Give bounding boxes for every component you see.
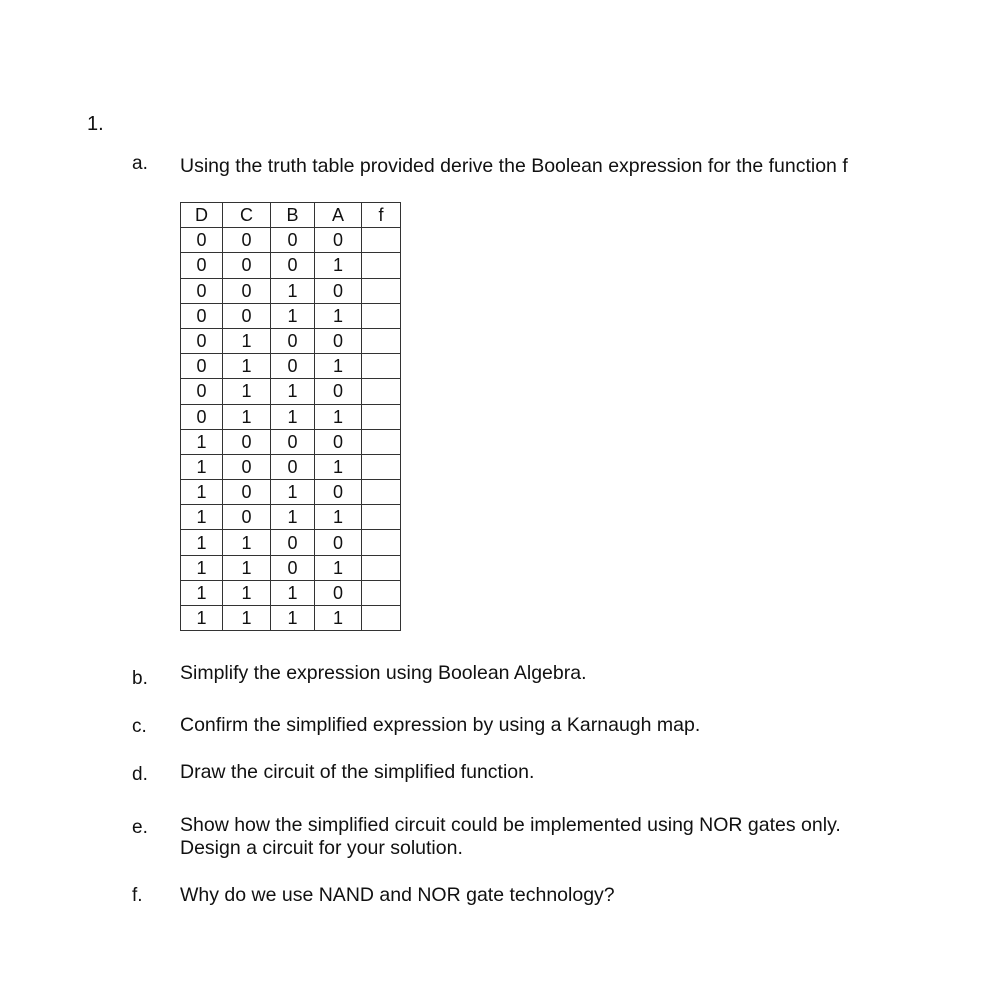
cell-b: 0 <box>271 253 315 278</box>
cell-a: 0 <box>315 480 362 505</box>
cell-f <box>362 379 401 404</box>
header-a: A <box>315 203 362 228</box>
cell-f <box>362 404 401 429</box>
cell-f <box>362 480 401 505</box>
part-e-text-line1: Show how the simplified circuit could be implemented using NOR gates only. <box>180 814 841 836</box>
truth-table-row <box>181 228 401 253</box>
cell-b: 1 <box>271 404 315 429</box>
cell-d: 0 <box>181 328 223 353</box>
cell-b: 1 <box>271 480 315 505</box>
cell-a: 1 <box>315 505 362 530</box>
cell-f <box>362 278 401 303</box>
cell-b: 0 <box>271 328 315 353</box>
cell-d: 1 <box>181 454 223 479</box>
truth-table-row <box>181 530 401 555</box>
cell-a: 0 <box>315 278 362 303</box>
truth-table-row <box>181 253 401 278</box>
cell-d: 1 <box>181 480 223 505</box>
cell-a: 1 <box>315 606 362 631</box>
truth-table-row <box>181 278 401 303</box>
cell-d: 0 <box>181 278 223 303</box>
cell-c: 0 <box>223 278 271 303</box>
truth-table-row <box>181 606 401 631</box>
cell-d: 1 <box>181 555 223 580</box>
cell-a: 1 <box>315 303 362 328</box>
cell-f <box>362 530 401 555</box>
cell-d: 1 <box>181 580 223 605</box>
cell-c: 1 <box>223 606 271 631</box>
cell-c: 0 <box>223 253 271 278</box>
cell-f <box>362 580 401 605</box>
cell-a: 1 <box>315 354 362 379</box>
cell-c: 1 <box>223 530 271 555</box>
truth-table-row <box>181 505 401 530</box>
cell-a: 1 <box>315 454 362 479</box>
part-c-label: c. <box>132 716 147 737</box>
header-b: B <box>271 203 315 228</box>
cell-a: 0 <box>315 228 362 253</box>
cell-a: 1 <box>315 253 362 278</box>
cell-c: 0 <box>223 228 271 253</box>
cell-d: 1 <box>181 530 223 555</box>
cell-d: 1 <box>181 606 223 631</box>
cell-d: 0 <box>181 228 223 253</box>
cell-c: 0 <box>223 454 271 479</box>
header-f: f <box>362 203 401 228</box>
header-c: C <box>223 203 271 228</box>
cell-c: 0 <box>223 505 271 530</box>
cell-f <box>362 228 401 253</box>
cell-b: 1 <box>271 580 315 605</box>
cell-b: 1 <box>271 606 315 631</box>
cell-d: 0 <box>181 379 223 404</box>
question-number: 1. <box>87 113 104 135</box>
part-e-label: e. <box>132 817 148 838</box>
cell-a: 1 <box>315 404 362 429</box>
part-e-text-line2: Design a circuit for your solution. <box>180 837 463 859</box>
part-b-text: Simplify the expression using Boolean Algebra. <box>180 662 587 684</box>
cell-f <box>362 303 401 328</box>
cell-c: 1 <box>223 404 271 429</box>
cell-f <box>362 606 401 631</box>
cell-d: 1 <box>181 505 223 530</box>
cell-f <box>362 354 401 379</box>
cell-a: 0 <box>315 429 362 454</box>
truth-table-row <box>181 580 401 605</box>
cell-c: 1 <box>223 328 271 353</box>
truth-table-row <box>181 328 401 353</box>
cell-f <box>362 253 401 278</box>
part-a-text: Using the truth table provided derive the Boolean expression for the function f <box>180 155 848 177</box>
truth-table-row <box>181 303 401 328</box>
part-b-label: b. <box>132 668 148 689</box>
truth-table-row <box>181 555 401 580</box>
cell-d: 0 <box>181 404 223 429</box>
cell-f <box>362 429 401 454</box>
cell-b: 0 <box>271 429 315 454</box>
cell-a: 0 <box>315 328 362 353</box>
part-d-text: Draw the circuit of the simplified function. <box>180 761 535 783</box>
part-f-text: Why do we use NAND and NOR gate technology? <box>180 884 615 906</box>
cell-a: 0 <box>315 580 362 605</box>
cell-b: 1 <box>271 278 315 303</box>
cell-a: 1 <box>315 555 362 580</box>
truth-table-row <box>181 404 401 429</box>
truth-table-row <box>181 480 401 505</box>
cell-b: 1 <box>271 379 315 404</box>
part-f-label: f. <box>132 885 143 906</box>
truth-table-header-row <box>181 203 401 228</box>
truth-table-body <box>181 228 401 631</box>
cell-b: 1 <box>271 505 315 530</box>
cell-a: 0 <box>315 379 362 404</box>
cell-b: 0 <box>271 228 315 253</box>
cell-d: 0 <box>181 253 223 278</box>
truth-table-row <box>181 429 401 454</box>
truth-table-row <box>181 454 401 479</box>
cell-d: 0 <box>181 303 223 328</box>
cell-c: 1 <box>223 379 271 404</box>
cell-b: 0 <box>271 454 315 479</box>
cell-d: 1 <box>181 429 223 454</box>
cell-c: 0 <box>223 480 271 505</box>
cell-c: 1 <box>223 555 271 580</box>
cell-b: 1 <box>271 303 315 328</box>
cell-b: 0 <box>271 530 315 555</box>
cell-f <box>362 505 401 530</box>
part-d-label: d. <box>132 764 148 785</box>
part-a-label: a. <box>132 153 148 174</box>
truth-table-row <box>181 354 401 379</box>
cell-c: 1 <box>223 580 271 605</box>
cell-c: 0 <box>223 429 271 454</box>
cell-f <box>362 555 401 580</box>
cell-c: 1 <box>223 354 271 379</box>
truth-table-row <box>181 379 401 404</box>
header-d: D <box>181 203 223 228</box>
cell-b: 0 <box>271 555 315 580</box>
cell-f <box>362 328 401 353</box>
cell-b: 0 <box>271 354 315 379</box>
cell-a: 0 <box>315 530 362 555</box>
cell-c: 0 <box>223 303 271 328</box>
cell-f <box>362 454 401 479</box>
cell-d: 0 <box>181 354 223 379</box>
truth-table <box>180 202 401 631</box>
part-c-text: Confirm the simplified expression by using a Karnaugh map. <box>180 714 701 736</box>
